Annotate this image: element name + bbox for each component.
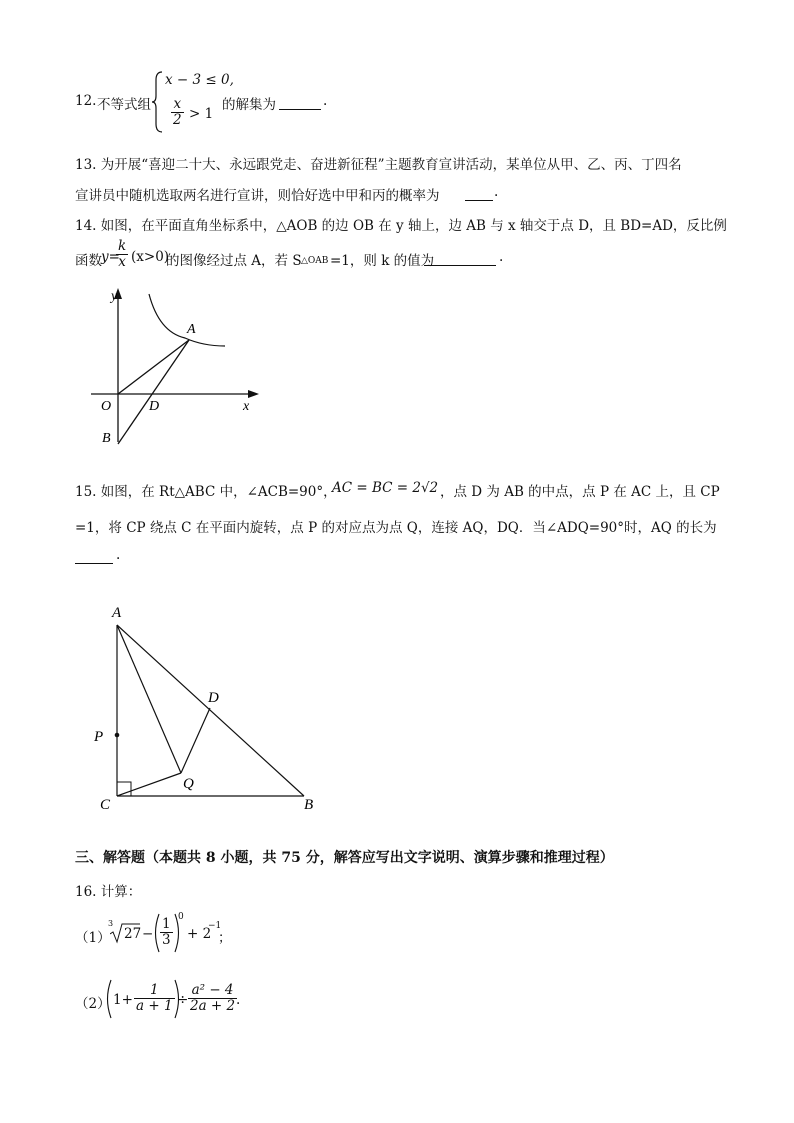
q16-p1-num: 1 [162, 916, 171, 932]
label-D: D [149, 399, 160, 414]
q13-answer-blank[interactable] [465, 199, 493, 201]
q13-end: . [494, 184, 499, 200]
q12-tail: 的解集为 [222, 97, 276, 113]
q14-fn-rest2: =1，则 k 的值为 [330, 253, 435, 269]
x-axis-arrow-icon [248, 390, 259, 398]
segment-AB [117, 625, 304, 796]
label-O: O [101, 399, 112, 414]
q12-end: . [323, 93, 328, 109]
q16-p2-div: ÷ [177, 992, 189, 1008]
q14-figure [85, 282, 265, 452]
q16-title: 16. 计算： [75, 884, 142, 900]
label-C: C [100, 797, 111, 813]
q12-frac-den: 2 [173, 112, 182, 128]
q12-number: 12. [75, 93, 97, 109]
q14-fn-den: x [118, 254, 126, 270]
label-D: D [208, 690, 219, 706]
q16-p2-num: 1 [134, 983, 175, 999]
q16-p1-exp0: 0 [178, 912, 184, 922]
q16-p1-den: 3 [162, 932, 171, 948]
q15-line2: =1，将 CP 绕点 C 在平面内旋转，点 P 的对应点为点 Q，连接 AQ，DQ．当∠ADQ=90°时，AQ 的长为 [75, 520, 717, 536]
label-P: P [94, 729, 104, 745]
q14-answer-blank[interactable] [424, 264, 496, 266]
q14-fn-cond: (x>0) [131, 249, 170, 265]
q12-lead: 不等式组 [97, 97, 151, 113]
segment-OA [118, 340, 189, 394]
q15-end: . [116, 547, 121, 563]
q12-brace [152, 70, 164, 134]
q16-p2-den: a + 1 [136, 998, 173, 1014]
label-B: B [304, 797, 314, 813]
label-Q: Q [183, 776, 194, 792]
segment-AB [118, 340, 189, 444]
q16-p2-frac1 [134, 983, 175, 1014]
section-3-heading: 三、解答题（本题共 8 小题，共 75 分，解答应写出文字说明、演算步骤和推理过程） [75, 850, 614, 866]
label-B: B [102, 431, 111, 446]
q14-line1: 14. 如图，在平面直角坐标系中，△AOB 的边 OB 在 y 轴上，边 AB 与 x 轴交于点 D，且 BD=AD，反比例 [75, 218, 727, 234]
q12-ineq2-rhs: > 1 [189, 106, 214, 122]
q16-p2-num2: a² − 4 [188, 983, 237, 999]
segment-CQ [117, 773, 181, 796]
segment-DQ [181, 708, 210, 773]
q15-figure [90, 598, 330, 813]
q16-p1-end: ； [218, 930, 232, 946]
q14-end: . [499, 249, 504, 265]
q14-fn-rest: 的图像经过点 A，若 S [166, 253, 302, 269]
q13-line1: 13. 为开展“喜迎二十大、永远跟党走、奋进新征程”主题教育宣讲活动，某单位从甲、乙、丙、丁四名 [75, 157, 682, 173]
q14-fn-y: y= [101, 249, 120, 265]
q16-p1-exp: −1 [208, 921, 222, 931]
q12-frac [171, 97, 184, 128]
q14-fn-sub: △OAB [301, 256, 329, 266]
q16-p2-one: 1+ [113, 992, 133, 1008]
q16-p2-label: （2） [75, 996, 111, 1012]
q12-ineq1: x − 3 ≤ 0, [165, 72, 234, 88]
q12-answer-blank[interactable] [279, 108, 321, 110]
q13-line2: 宣讲员中随机选取两名进行宣讲，则恰好选中甲和丙的概率为 [75, 188, 440, 204]
q16-p2-frac2 [188, 983, 237, 1014]
label-x: x [243, 399, 250, 414]
q15-line1-a: 15. 如图，在 Rt△ABC 中，∠ACB=90°， [75, 484, 337, 500]
q16-p1-frac [160, 917, 173, 948]
q14-fn-lead: 函数 [75, 253, 102, 269]
q12-frac-num: x [171, 97, 184, 113]
label-A: A [187, 322, 196, 337]
point-P-dot [115, 733, 120, 738]
q14-fn-frac [116, 239, 128, 270]
q14-fn-num: k [118, 238, 127, 254]
label-A: A [112, 605, 122, 621]
q16-p1-radicand: 27 [124, 926, 142, 942]
q16-p2-den2: 2a + 2 [190, 998, 236, 1014]
q16-p2-end: . [236, 992, 241, 1008]
q16-p1-minus: − [142, 926, 154, 942]
q15-line1-eq: AC = BC = 2√2 [332, 480, 439, 496]
segment-AQ [117, 625, 181, 773]
label-y: y [111, 289, 118, 304]
q16-p1-root-index: 3 [108, 919, 114, 928]
q16-p1-label: （1） [75, 930, 111, 946]
q15-answer-blank[interactable] [75, 562, 113, 564]
q15-line1-b: ，点 D 为 AB 的中点，点 P 在 AC 上，且 CP [440, 484, 720, 500]
hyperbola-curve [149, 294, 225, 346]
q16-p1-plus: + 2 [187, 926, 212, 942]
